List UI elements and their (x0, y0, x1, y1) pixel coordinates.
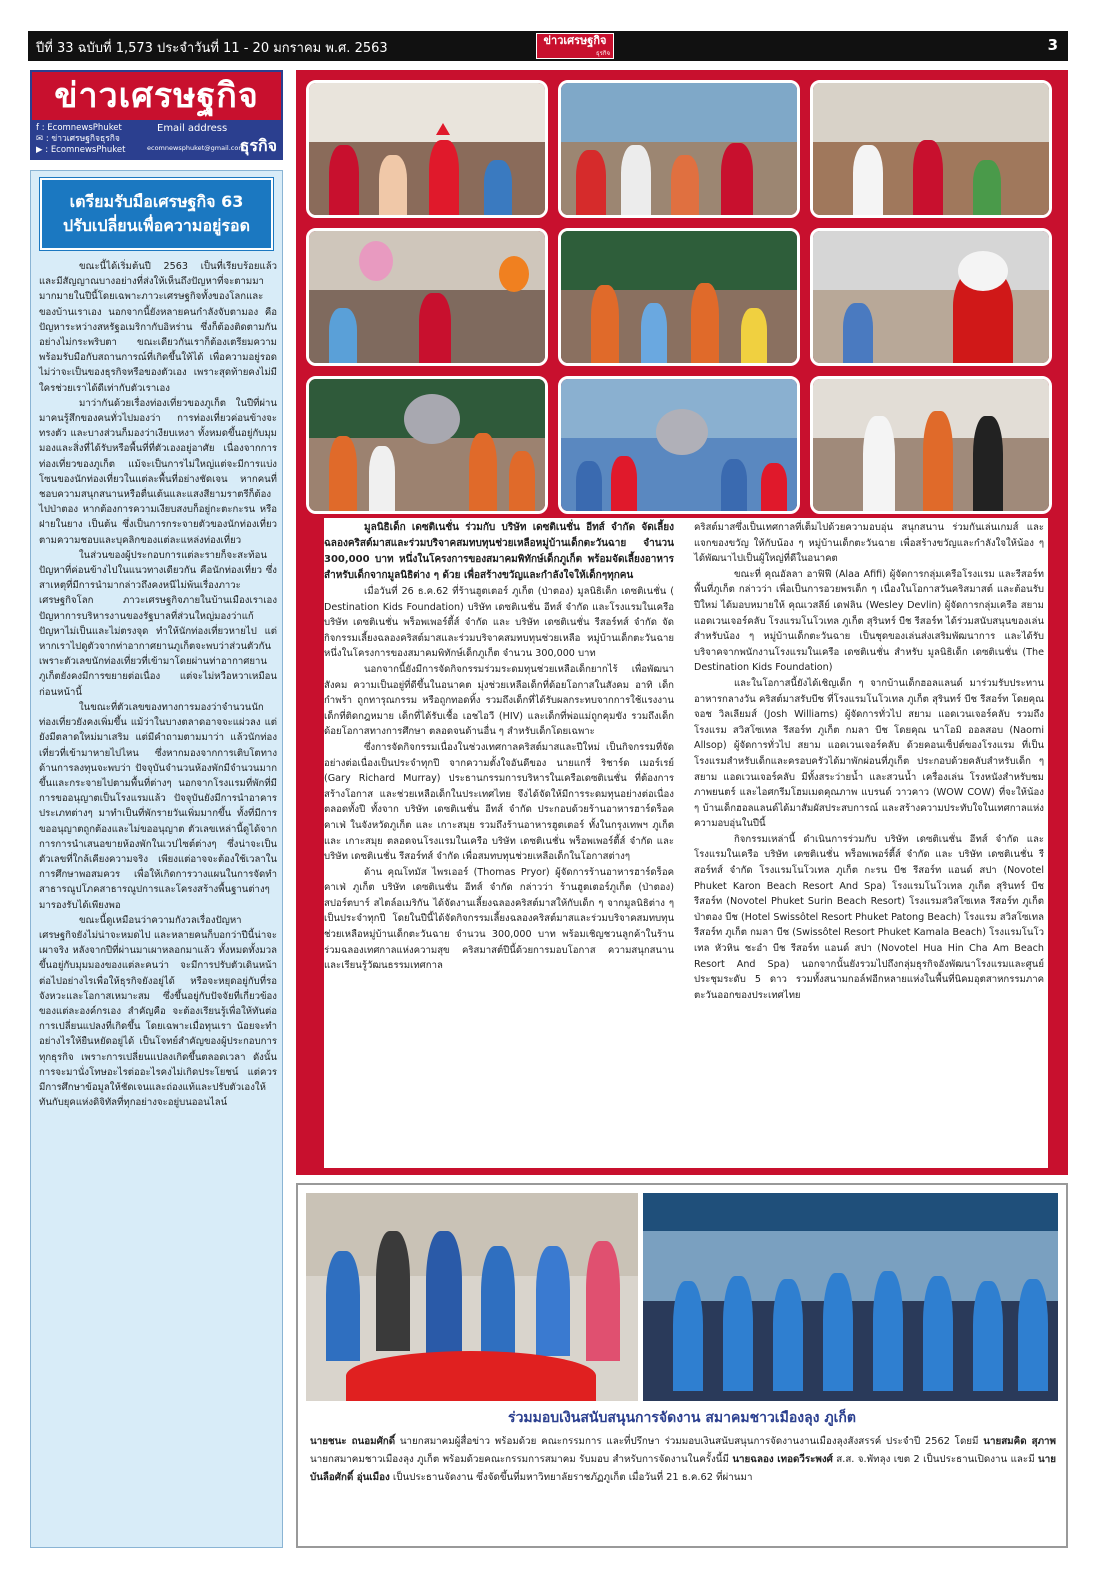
left-paragraph: ในส่วนของผู้ประกอบการแต่ละรายก็จะสะท้อนปัญหาที่ค่อนข้างไปในแนวทางเดียวกัน คือนักท่องเที่ยว ซึ่งสาเหตุที่มีการนำมากล่าวถึงคงหนีไม่พ้นเรื่องภาวะเศรษฐกิจโลก ภาวะเศรษฐกิจภายในบ้านเมืองเราเอง ปัญหาการบริหารงานของรัฐบาลที่ส่วนใหญ่มองว่าแก้ปัญหาไม่เป็นและไม่ตรงจุด ทำให้นักท่องเที่ยวหายไป แต่หากเราไปดูตัวจากท่าอากาศยานภูเก็ตจะพบว่าส่วนตัวกันเพราะตัวเลขนักท่องเที่ยวที่เข้ามาโดยผ่านท่าอากาศยานภูเก็ตยังคงมีการขยายต่อเนื่อง แต่จะไม่หวือหวาเหมือนก่อนหน้านี้ (39, 549, 277, 698)
feature-paragraph: นอกจากนี้ยังมีการจัดกิจกรรมร่วมระดมทุนช่วยเหลือเด็กยากไร้ เพื่อพัฒนาสังคม ความเป็นอยู่ที่ดีขึ้นในอนาคต มุ่งช่วยเหลือเด็กที่ด้อยโอกาสในสังคม อาทิ เด็กกำพร้า ถูกทารุณกรรม หรือถูกทอดทิ้ง รวมถึงเด็กที่ได้รับผลกระทบจากการใช้แรงงาน เด็กที่ติดกฎหมาย เด็กที่ได้รับเชื้อ เอชไอวี (HIV) และเด็กที่พ่อแม่ถูกคุมขัง รวมถึงเด็กด้อยโอกาสทางการศึกษา ตลอดจนด้านอื่น ๆ สำหรับเด็กโดยเฉพาะ (324, 663, 674, 738)
left-paragraph: ขณะนี้ได้เริ่มต้นปี 2563 เป็นที่เรียบร้อยแล้ว และมีสัญญาณบางอย่างที่ส่งให้เห็นถึงปัญหาที่จะตามมามากมายในปีนี้โดยเฉพาะภาวะเศรษฐกิจทั้งของโลกและของบ้านเราเอง นอกจากนี้ยังหลายคนกำลังจับตามอง คือ ปัญหาระหว่างสหรัฐอเมริกากับอิหร่าน ซึ่งก็ต้องติดตามกันอย่างไม่กระพริบตา ขณะเดียวกันเราก็ต้องเตรียมความพร้อมรับมือกับสถานการณ์ที่เกิดขึ้นให้ได้ เพื่อความอยู่รอด ไม่ว่าจะเป็นของธุรกิจหรือของตัวเอง เพราะสุดท้ายคงไม่มีใครช่วยเราได้ดีเท่ากับตัวเราเอง (39, 261, 277, 394)
photo-stage-donation (643, 1193, 1058, 1401)
youtube-line: ▶ : EcomnewsPhuket (36, 145, 126, 155)
bottom-news-box (296, 1183, 1068, 1548)
feature-paragraph: เมื่อวันที่ 26 ธ.ค.62 ที่ร้านฮูตเตอร์ ภูเก็ต (ป่าตอง) มูลนิธิเด็ก เดซติเนชั่น ( Destination Kids Foundation) บริษัท เดซติเนชั่น อีทส์ จำกัด และโรงแรมในเครือ บริษัท เดซติเนชั่น พร็อพเพอร์ตี้ส์ จำกัด และ บริษัท เดซติเนชั่น รีสอร์ทส์ จำกัด จัดกิจกรรมเลี้ยงฉลองคริสต์มาสและร่วมบริจาคสมทบทุนช่วยเหลือ หมู่บ้านเด็กตะวันฉาย หนึ่งในโครงการของสมาคมพิทักษ์เด็กภูเก็ต จำนวน 300,000 บาท (324, 586, 674, 660)
feature-paragraph: ขณะที่ คุณอัลลา อาฟิฟี (Alaa Afifi) ผู้จัดการกลุ่มเครือโรงแรม และรีสอร์ท พื้นที่ภูเก็ต กล่าวว่า เพื่อเป็นการอวยพรเด็ก ๆ เนื่องในโอกาสวันคริสมาสต์ และต้อนรับปีใหม่ ได้มอบหมายให้ คุณเวสลีย์ เดฟลิน (Wesley Devlin) ผู้จัดการกลุ่มเครือ สยามแอดเวนเจอร์คลับ โรงแรมโนโวเทล ภูเก็ต สุรินทร์ บีช รีสอร์ท ได้ร่วมสนับสนุนของเล่นสำหรับน้อง ๆ หมู่บ้านเด็กตะวันฉาย เป็นชุดของเล่นส่งเสริมพัฒนาการ และได้รับบริจาคจากพนักงานโรงแรมในเครือ เดซติเนชั่น สำหรับ มูลนิธิเด็ก เดซติเนชั่น (The Destination Kids Foundation) (694, 568, 1044, 674)
feature-paragraph: ด้าน คุณโทมัส ไพรเออร์ (Thomas Pryor) ผู้จัดการร้านอาหารฮาร์ดร็อค คาเฟ่ ภูเก็ต บริษัท เดซติเนชั่น อีทส์ จำกัด กล่าวว่า ร้านฮูตเตอร์ภูเก็ต (ป่าตอง) สปอร์ตบาร์ สไตล์อเมริกัน ได้จัดงานเลี้ยงฉลองคริสต์มาสให้กับเด็ก ๆ จากมูลนิธิต่าง ๆ เป็นประจำทุกปี โดยในปีนี้ได้จัดกิจกรรมเลี้ยงฉลองคริสต์มาสและร่วมบริจาคสมทบทุนช่วยเหลือหมู่บ้านเด็กตะวันฉาย จำนวน 300,000 บาท พร้อมเชิญชวนลูกค้าในร้านร่วมฉลองเทศกาลแห่งความสุข คริสมาสต์ปีนี้ด้วยการมอบโอกาส ความสนุกสนาน และเรียนรู้วัฒนธรรมเทศกาล (324, 866, 674, 972)
left-paragraph: มาว่ากันด้วยเรื่องท่องเที่ยวของภูเก็ต ในปีที่ผ่านมาคนรู้สึกของคนทั่วไปมองว่า การท่องเที่ยวค่อนข้างจะทรงตัว และบางส่วนก็มองว่าเงียบเหงา ทั้งหมดขึ้นอยู่กับมุมมองและสิ่งที่ได้รับหรือพื้นที่ที่ตัวเองอยู่อาศัย เนื่องจากการท่องเที่ยวของภูเก็ต แม้จะเป็นการไม่ใหญ่แต่จะมีการแบ่งโซนของนักท่องเที่ยวในแต่ละพื้นที่อย่างชัดเจน หากคนที่ชอบความสนุกสนานหรือตื่นเต้นและแสงสียามราตรีก็ต้องไปป่าตอง หากต้องการความเงียบสงบก็อยู่กะตะกะรน หรือฝายในยาง เป็นต้น ซึ่งเป็นการกระจายตัวของนักท่องเที่ยวตามความชอบและบุคลิกของแต่ละแหล่งท่องเที่ยว (39, 397, 277, 546)
masthead-sub: ธุรกิจ (239, 136, 277, 155)
left-headline (40, 178, 273, 250)
photo-party-table (306, 80, 548, 218)
photo-balloons (306, 228, 548, 366)
person-name: นายฉลอง เทอดวีระพงศ์ (732, 1454, 833, 1465)
photo-santa-mascot (810, 228, 1052, 366)
feature-lead: มูลนิธิเด็ก เดซติเนชั่น ร่วมกับ บริษัท เดซติเนชั่น อีทส์ จำกัด จัดเลี้ยงฉลองคริสต์มาสและร่วมบริจาคสมทบทุนช่วยเหลือหมู่บ้านเด็กตะวันฉาย จำนวน 300,000 บาท หนึ่งในโครงการของสมาคมพิทักษ์เด็กภูเก็ต พร้อมจัดเลี้ยงอาหารสำหรับเด็กจากมูลนิธิต่าง ๆ ด้วย เพื่อสร้างขวัญและกำลังใจให้เด็กๆทุกคน (324, 522, 674, 581)
masthead-brand: ข่าวเศรษฐกิจ (32, 72, 281, 120)
issue-line: ปีที่ 33 ฉบับที่ 1,573 ประจำวันที่ 11 - 20 มกราคม พ.ศ. 2563 (36, 41, 388, 56)
bottom-title: ร่วมมอบเงินสนับสนุนการจัดงาน สมาคมชาวเมืองลุง ภูเก็ต (508, 1410, 856, 1426)
email-label: Email address (157, 123, 228, 134)
masthead (30, 70, 283, 160)
person-name: นายบันลือศักดิ์ อุ่นเมือง (310, 1454, 1056, 1483)
mini-logo-sub: ธุรกิจ (595, 50, 610, 57)
feature-panel (296, 70, 1068, 1175)
masthead-strip (32, 120, 281, 158)
left-headline-line1: เตรียมรับมือเศรษฐกิจ 63 (69, 192, 244, 211)
email-address: ecomnewsphuket@gmail.com (147, 144, 245, 152)
photo-staff-pose (810, 376, 1052, 514)
line-icon: ✉ (36, 134, 44, 144)
social-list (36, 123, 125, 156)
person-name: นายชนะ ถนอมศักดิ์ (310, 1436, 396, 1447)
left-article-body (39, 259, 277, 1110)
feature-paragraph: และในโอกาสนี้ยังได้เชิญเด็ก ๆ จากบ้านเด็กฮอลแลนด์ มาร่วมรับประทานอาหารกลางวัน คริสต์มาสรับบีช ที่โรงแรมโนโวเทล ภูเก็ต สุรินทร์ บีช รีสอร์ท โดยคุณ จอช วิลเลียมส์ (Josh Williams) ผู้จัดการทั่วไป สยาม แอดเวนเจอร์คลับ รวมถึง โรงแรม สวิสโซเทล รีสอร์ท ภูเก็ต กมลา บีช โดยคุณ นาโอมิ ออลสอบ (Naomi Allsop) ผู้จัดการทั่วไป สยาม แอดเวนเจอร์คลับ ด้วยคอนเซ็ปต์ของโรงแรม ที่เป็นโรงแรมสำหรับเด็กและครอบครัวได้มาพักผ่อนที่ภูเก็ต ประกอบด้วยคลับสำหรับเด็ก ๆ สยาม แอดเวนเจอร์คลับ มีทั้งสระว่ายน้ำ และสวนน้ำ เครื่องเล่น โรงหนังสำหรับชมภาพยนตร์ และไอศกรีมโฮมเมดคุณภาพ แบรนด์ วาวคาว (WOW COW) ที่จะให้น้อง ๆ บ้านเด็กฮอลแลนด์ได้มาสัมผัสประสบการณ์ และสร้างความประทับใจในเทศกาลแห่งความอบอุ่นในปีนี้ (694, 677, 1044, 830)
photo-grid (306, 80, 1058, 515)
photo-dancers-tree (558, 228, 800, 366)
mini-logo (536, 33, 614, 59)
page-number: 3 (1047, 36, 1058, 54)
facebook-icon: f (36, 123, 39, 133)
photo-group-table (306, 1193, 638, 1401)
left-article (30, 170, 283, 1548)
top-header-bar (28, 31, 1068, 61)
left-paragraph: ในขณะที่ตัวเลขของทางการมองว่าจำนวนนักท่องเที่ยวยังคงเพิ่มขึ้น แม้ว่าในบางตลาดอาจจะแผ่วลง แต่ยังมีตลาดใหม่มาเสริม แต่มีคำถามตามมาว่า แล้วนักท่องเที่ยวที่เข้ามาหายไปไหน ซึ่งหากมองจากการเติบโตทางด้านการลงทุนจะพบว่า ปัจจุบันจำนวนห้องพักมีจำนวนมากขึ้นและกระจายไปตามพื้นที่ต่างๆ นอกจากโรงแรมที่พักที่มีการขออนุญาตเป็นโรงแรมแล้ว ปัจจุบันยังมีการนำอาคารประเภทต่างๆ มาทำเป็นที่พักรายวันเพิ่มมากขึ้น ทั้งที่มีการขออนุญาตถูกต้องและไม่ขออนุญาต ตัวเลขเหล่านี้ดูได้จากการการนำเสนอขายห้องพักในเวปไซต์ต่างๆ ซึ่งน่าจะเป็นตัวเลขที่ใกล้เคียงความจริง เพียงแต่อาจจะต้องใช้เวลาในการศึกษาพอสมควร เพื่อให้เกิดการวางแผนในการจัดทำสาธารณูปโภคสาธารณูปการและโครงสร้างพื้นฐานต่างๆ มารองรับได้เพียงพอ (39, 701, 277, 911)
feature-paragraph: ซึ่งการจัดกิจกรรมเนื่องในช่วงเทศกาลคริสต์มาสและปีใหม่ เป็นกิจกรรมที่จัดอย่างต่อเนื่องเป็นประจำทุกปี จากความตั้งใจอันดีของ นายแกรี่ ริชาร์ด เมอร์เรย์ (Gary Richard Murray) ประธานกรรมการบริหารในเครือเดซติเนชั่น ที่ต้องการสร้างโอกาส และช่วยเหลือเด็กในประเทศไทย จึงได้จัดให้มีการระดมทุนอย่างต่อเนื่องตลอดทั้งปี ทั้งจาก บริษัท เดซติเนชั่น อีทส์ จำกัด ประกอบด้วยร้านอาหารฮาร์ดร็อค คาเฟ่ ในจังหวัดภูเก็ต และ เกาะสมุย รวมถึงร้านอาหารฮูตเตอร์ ทั้งในกรุงเทพฯ ภูเก็ต และ เกาะสมุย ตลอดจนโรงแรมในเครือ บริษัท เดซติเนชั่น พร็อพเพอร์ตี้ส์ จำกัด และ บริษัท เดซติเนชั่น รีสอร์ทส์ จำกัด เพื่อสมทบทุนช่วยเหลือเด็กในโอกาสต่างๆ (324, 741, 674, 863)
feature-column-left (324, 520, 674, 974)
left-paragraph: ขณะนี้ดูเหมือนว่าความกังวลเรื่องปัญหาเศรษฐกิจยังไม่น่าจะหมดไป และหลายคนก็บอกว่าปีนี้น่าจะเผาจริง หลังจากปีที่ผ่านมาเผาหลอกมาแล้ว ทั้งหมดทั้งมวลขึ้นอยู่กับมุมมองของแต่ละคนว่า จะมีการปรับตัวเดินหน้าต่อไปอย่างไรเพื่อให้ธุรกิจยังอยู่ได้ หรือจะหยุดอยู่กับที่รอจังหวะและโอกาสเหมาะสม ซึ่งขึ้นอยู่กับปัจจัยที่เกี่ยวข้องของแต่ละองค์กรเอง สำคัญคือ จะต้องเรียนรู้เพื่อให้ทันต่อการเปลี่ยนแปลงที่เกิดขึ้น โดยเฉพาะเมื่อทุนเรา น้อยจะทำอย่างไรให้ยืนหยัดอยู่ได้ เป็นโจทย์สำคัญของผู้ประกอบการทุกธุรกิจ เพราะการเปลี่ยนแปลงเกิดขึ้นตลอดเวลา ดังนั้นการจะมานั่งโทษอะไรต่ออะไรคงไม่เกิดประโยชน์ แต่ควรมีการศึกษาข้อมูลให้ชัดเจนและถ่องแท้และปรับตัวเองให้ทันกับยุคแห่งดิจิทัลที่ทุกอย่างจะอยู่บนออนไลน์ (39, 914, 277, 1109)
line-line: ✉ : ข่าวเศรษฐกิจธุรกิจ (36, 134, 120, 144)
feature-article (324, 518, 1048, 1168)
facebook-line: f : EcomnewsPhuket (36, 123, 122, 133)
mini-logo-text: ข่าวเศรษฐกิจ (543, 34, 607, 47)
photo-santa-crowd (558, 80, 800, 218)
photo-elephant-mascot-group (306, 376, 548, 514)
photo-children-mascot (558, 376, 800, 514)
feature-paragraph: คริสต์มาสซึ่งเป็นเทศกาลที่เต็มไปด้วยความอบอุ่น สนุกสนาน ร่วมกันเล่นเกมส์ และแจกของขวัญ ให้กับน้อง ๆ หมู่บ้านเด็กตะวันฉาย เพื่อสร้างขวัญและกำลังใจให้น้อง ๆ ได้พัฒนาไปเป็นผู้ใหญ่ที่ดีในอนาคต (694, 522, 1044, 565)
bottom-caption: นายชนะ ถนอมศักดิ์ นายกสมาคมผู้สื่อข่าว พร้อมด้วย คณะกรรมการ และที่ปรึกษา ร่วมมอบเงินสนับสนุนการจัดงานงานเมืองลุงสังสรรค์ ประจำปี 2562 โดยมี นายสมคิด สุภาพ นายกสมาคมชาวเมืองลุง ภูเก็ต พร้อมด้วยคณะกรรมการสมาคม รับมอบ สำหรับการจัดงานในครั้งนี้มี นายฉลอง เทอดวีระพงศ์ ส.ส. จ.พัทลุง เขต 2 เป็นประธานเปิดงาน และมี นายบันลือศักดิ์ อุ่นเมือง เป็นประธานจัดงาน ซึ่งจัดขึ้นที่มหาวิทยาลัยราชภัฏภูเก็ต เมื่อวันที่ 21 ธ.ค.62 ที่ผ่านมา (310, 1436, 1057, 1483)
left-headline-line2: ปรับเปลี่ยนเพื่อความอยู่รอด (62, 216, 251, 235)
youtube-icon: ▶ (36, 145, 43, 155)
feature-paragraph: กิจกรรมเหล่านี้ ดำเนินการร่วมกับ บริษัท เดซติเนชั่น อีทส์ จำกัด และ โรงแรมในเครือ บริษัท เดซติเนชั่น พร็อพเพอร์ตี้ส์ จำกัด และ บริษัท เดซติเนชั่น รีสอร์ทส์ จำกัด โรงแรมโนโวเทล ภูเก็ต กะรน บีช รีสอร์ท แอนด์ สปา (Novotel Phuket Karon Beach Resort And Spa) โรงแรมโนโวเทล ภูเก็ต สุรินทร์ บีช รีสอร์ท (Novotel Phuket Surin Beach Resort) โรงแรมสวิสโซเทล รีสอร์ท ภูเก็ต ป่าตอง บีช (Hotel Swissôtel Resort Phuket Patong Beach) โรงแรม สวิสโซเทล รีสอร์ท ภูเก็ต กมลา บีช (Swissôtel Resort Phuket Kamala Beach) โรงแรมโนโวเทล หัวหิน ชะอำ บีช รีสอร์ท แอนด์ สปา (Novotel Hua Hin Cha Am Beach Resort And Spa) นอกจากนั้นยังรวมไปถึงกลุ่มธุรกิจอังพัฒนาโรงแรมและศูนย์ประชุมระดับ 5 ดาว รวมทั้งสนามกอล์ฟอีกหลายแห่งในพื้นที่นิคมอุตสาหกรรมภาคตะวันออกของประเทศไทย (694, 833, 1044, 1001)
photo-guests-gift (810, 80, 1052, 218)
feature-column-right (694, 520, 1044, 1003)
person-name: นายสมคิด สุภาพ (983, 1436, 1057, 1447)
